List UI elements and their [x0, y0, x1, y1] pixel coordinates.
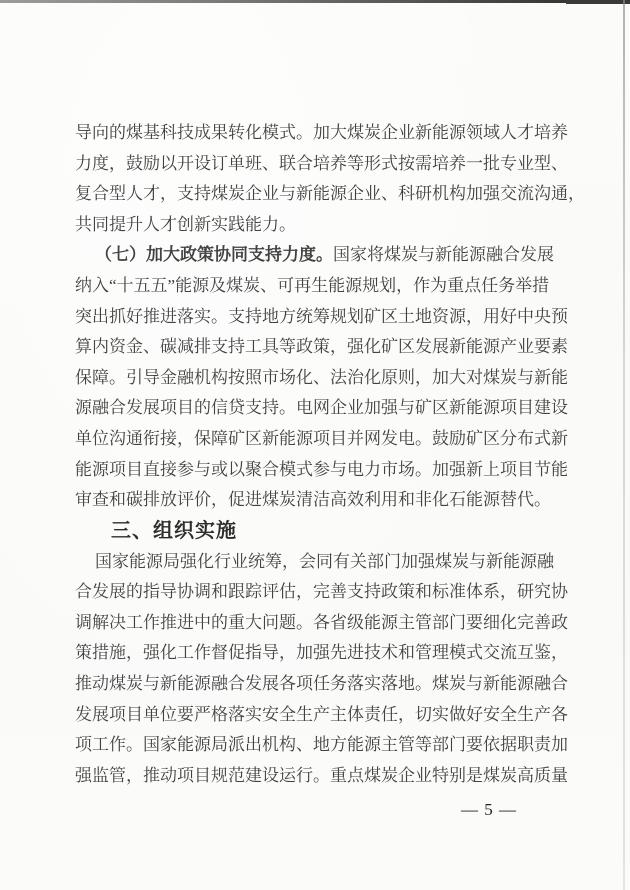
- paragraph-line: 合发展的指导协调和跟踪评估，完善支持政策和标准体系，研究协: [75, 582, 568, 602]
- paragraph-line: 源融合发展项目的信贷支持。电网企业加强与矿区新能源项目建设: [75, 398, 568, 418]
- paragraph-line: [75, 240, 575, 271]
- scan-edge-right: [623, 0, 625, 890]
- paragraph-line: 项工作。国家能源局派出机构、地方能源主管等部门要依据职责加: [75, 735, 568, 755]
- paragraph-line: 发展项目单位要严格落实安全生产主体责任，切实做好安全生产各: [75, 704, 568, 724]
- paragraph-line: 能源项目直接参与或以聚合模式参与电力市场。加强新上项目节能: [75, 459, 568, 479]
- paragraph-line: 算内资金、碳减排支持工具等政策，强化矿区发展新能源产业要素: [75, 337, 568, 357]
- page-number: — 5 —: [461, 800, 517, 819]
- paragraph-line: 力度，鼓励以开设订单班、联合培养等形式按需培养一批专业型、: [75, 153, 568, 173]
- paragraph-line: 审查和碳排放评价，促进煤炭清洁高效利用和非化石能源替代。: [75, 490, 551, 510]
- paragraph-line: 突出抓好推进落实。支持地方统筹规划矿区土地资源，用好中央预: [75, 306, 568, 326]
- paragraph-line: 复合型人才，支持煤炭企业与新能源企业、科研机构加强交流沟通，: [75, 184, 585, 204]
- paragraph-line: 调解决工作推进中的重大问题。各省级能源主管部门要细化完善政: [75, 612, 568, 632]
- scan-edge-top: [0, 0, 630, 3]
- paragraph-line: 国家能源局强化行业统筹，会同有关部门加强煤炭与新能源融: [95, 551, 554, 571]
- clause-7-label: （七）加大政策协同支持力度。: [95, 245, 333, 265]
- paragraph-line: 纳入“十五五”能源及煤炭、可再生能源规划，作为重点任务举措: [75, 276, 550, 296]
- clause-7-text: 国家将煤炭与新能源融合发展: [333, 245, 554, 265]
- paragraph-line: 保障。引导金融机构按照市场化、法治化原则，加大对煤炭与新能: [75, 367, 568, 387]
- document-text: [75, 118, 585, 791]
- scan-edge-top-notch: [566, 0, 630, 4]
- paragraph-line: 策措施，强化工作督促指导，加强先进技术和管理模式交流互鉴，: [75, 643, 568, 663]
- paragraph-line: 单位沟通衔接，保障矿区新能源项目并网发电。鼓励矿区分布式新: [75, 429, 568, 449]
- section-3-heading: 三、组织实施: [111, 519, 237, 542]
- paragraph-line: 强监管，推动项目规范建设运行。重点煤炭企业特别是煤炭高质量: [75, 765, 568, 785]
- paragraph-line: 推动煤炭与新能源融合发展各项任务落实落地。煤炭与新能源融合: [75, 673, 568, 693]
- paragraph-line: 共同提升人才创新实践能力。: [75, 214, 296, 234]
- paragraph-line: 导向的煤基科技成果转化模式。加大煤炭企业新能源领域人才培养: [75, 123, 568, 142]
